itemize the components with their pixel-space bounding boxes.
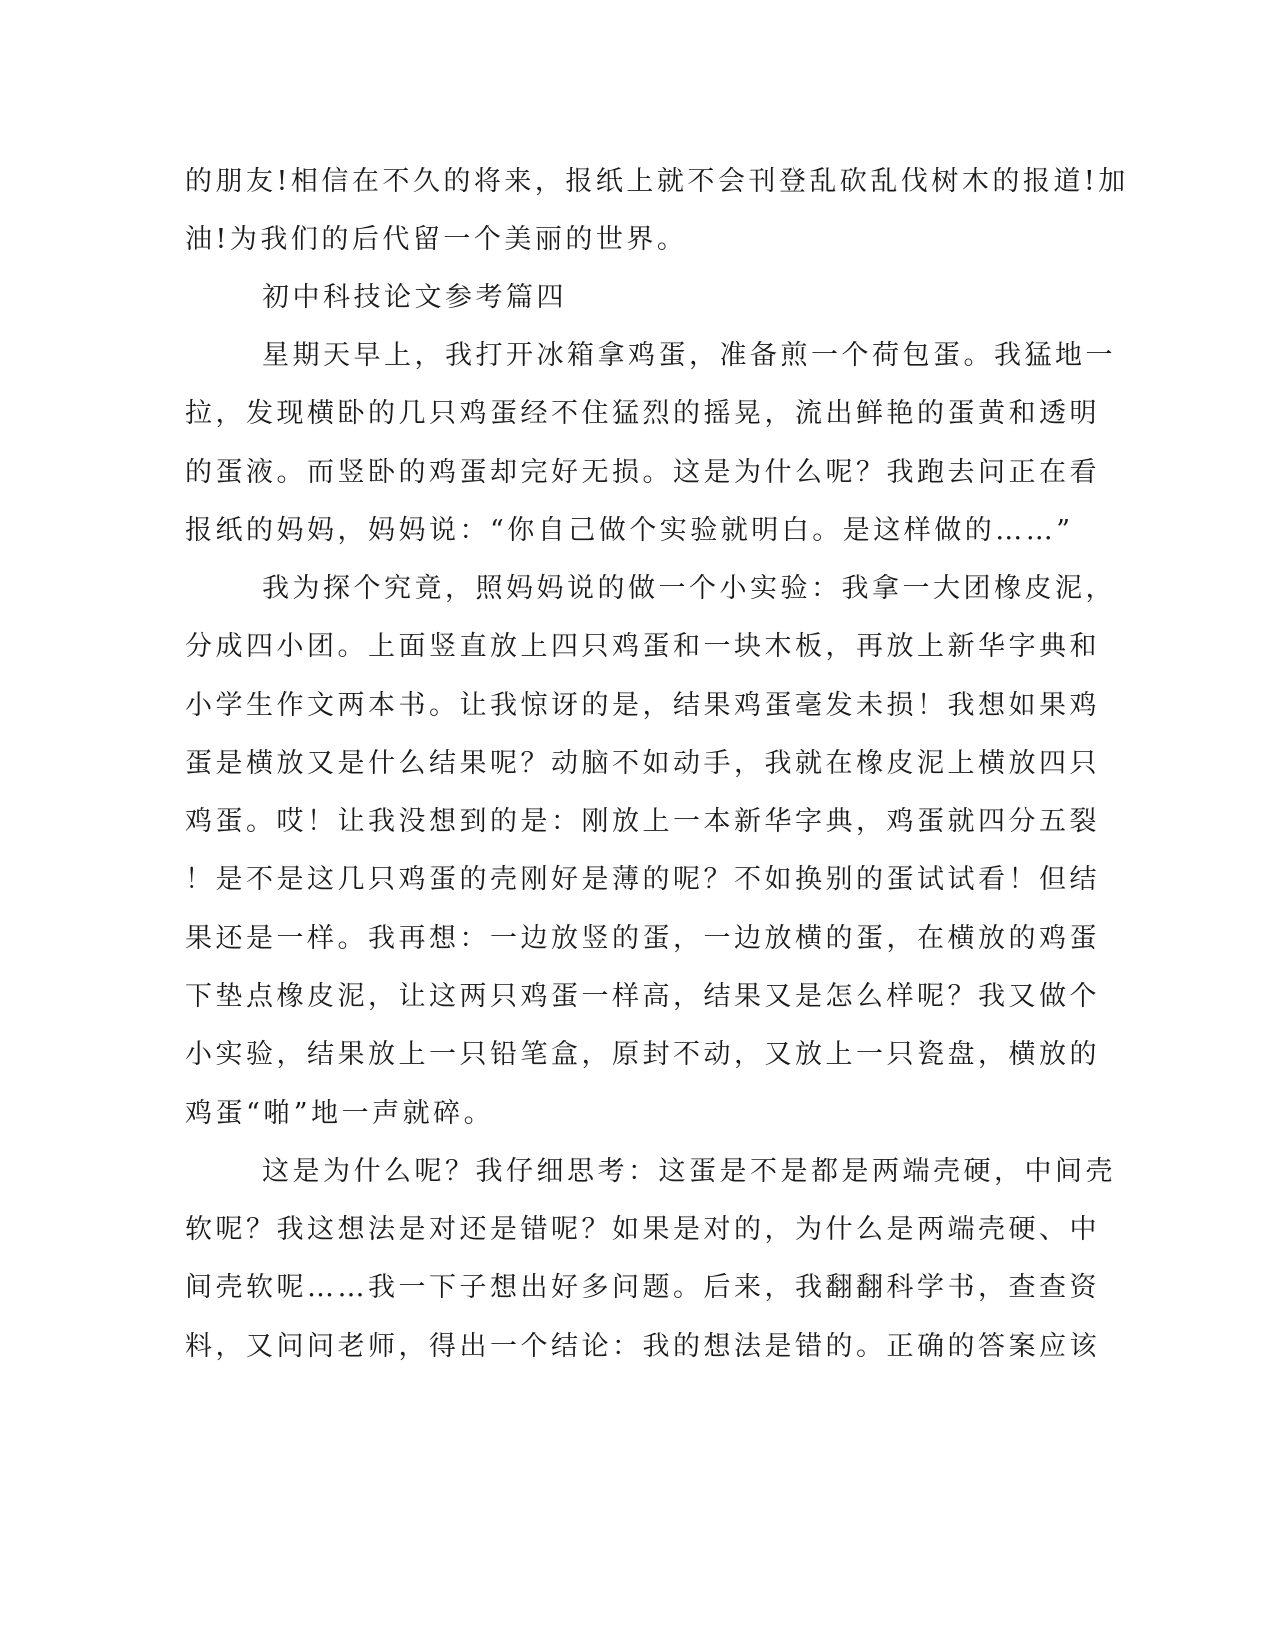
text-line: ！是不是这几只鸡蛋的壳刚好是薄的呢？不如换别的蛋试试看！但结 bbox=[185, 864, 1100, 895]
text-line: 间壳软呢……我一下子想出好多问题。后来，我翻翻科学书，查查资 bbox=[185, 1272, 1100, 1303]
section-heading: 初中科技论文参考篇四 bbox=[262, 282, 567, 313]
text-line: 下垫点橡皮泥，让这两只鸡蛋一样高，结果又是怎么样呢？我又做个 bbox=[185, 981, 1100, 1012]
text-line: 的蛋液。而竖卧的鸡蛋却完好无损。这是为什么呢？我跑去问正在看 bbox=[185, 457, 1100, 488]
text-line: 果还是一样。我再想：一边放竖的蛋，一边放横的蛋，在横放的鸡蛋 bbox=[185, 923, 1100, 954]
text-line: 的朋友!相信在不久的将来，报纸上就不会刊登乱砍乱伐树木的报道!加 bbox=[185, 166, 1129, 197]
text-line: 料，又问问老师，得出一个结论：我的想法是错的。正确的答案应该 bbox=[185, 1331, 1100, 1362]
text-line: 我为探个究竟，照妈妈说的做一个小实验：我拿一大团橡皮泥， bbox=[262, 573, 1116, 604]
text-line: 鸡蛋。哎！让我没想到的是：刚放上一本新华字典，鸡蛋就四分五裂 bbox=[185, 806, 1100, 837]
text-line: 鸡蛋“啪”地一声就碎。 bbox=[185, 1098, 495, 1129]
text-line: 油!为我们的后代留一个美丽的世界。 bbox=[185, 224, 688, 255]
text-line: 小学生作文两本书。让我惊讶的是，结果鸡蛋毫发未损！我想如果鸡 bbox=[185, 690, 1100, 721]
text-line: 星期天早上，我打开冰箱拿鸡蛋，准备煎一个荷包蛋。我猛地一 bbox=[262, 340, 1116, 371]
text-line: 软呢？我这想法是对还是错呢？如果是对的，为什么是两端壳硬、中 bbox=[185, 1214, 1100, 1245]
text-line: 蛋是横放又是什么结果呢？动脑不如动手，我就在橡皮泥上横放四只 bbox=[185, 748, 1100, 779]
text-line: 拉，发现横卧的几只鸡蛋经不住猛烈的摇晃，流出鲜艳的蛋黄和透明 bbox=[185, 398, 1100, 429]
text-line: 报纸的妈妈，妈妈说：“你自己做个实验就明白。是这样做的……” bbox=[185, 515, 1074, 546]
text-line: 小实验，结果放上一只铅笔盒，原封不动，又放上一只瓷盘，横放的 bbox=[185, 1039, 1100, 1070]
text-line: 这是为什么呢？我仔细思考：这蛋是不是都是两端壳硬，中间壳 bbox=[262, 1156, 1116, 1187]
text-line: 分成四小团。上面竖直放上四只鸡蛋和一块木板，再放上新华字典和 bbox=[185, 631, 1100, 662]
